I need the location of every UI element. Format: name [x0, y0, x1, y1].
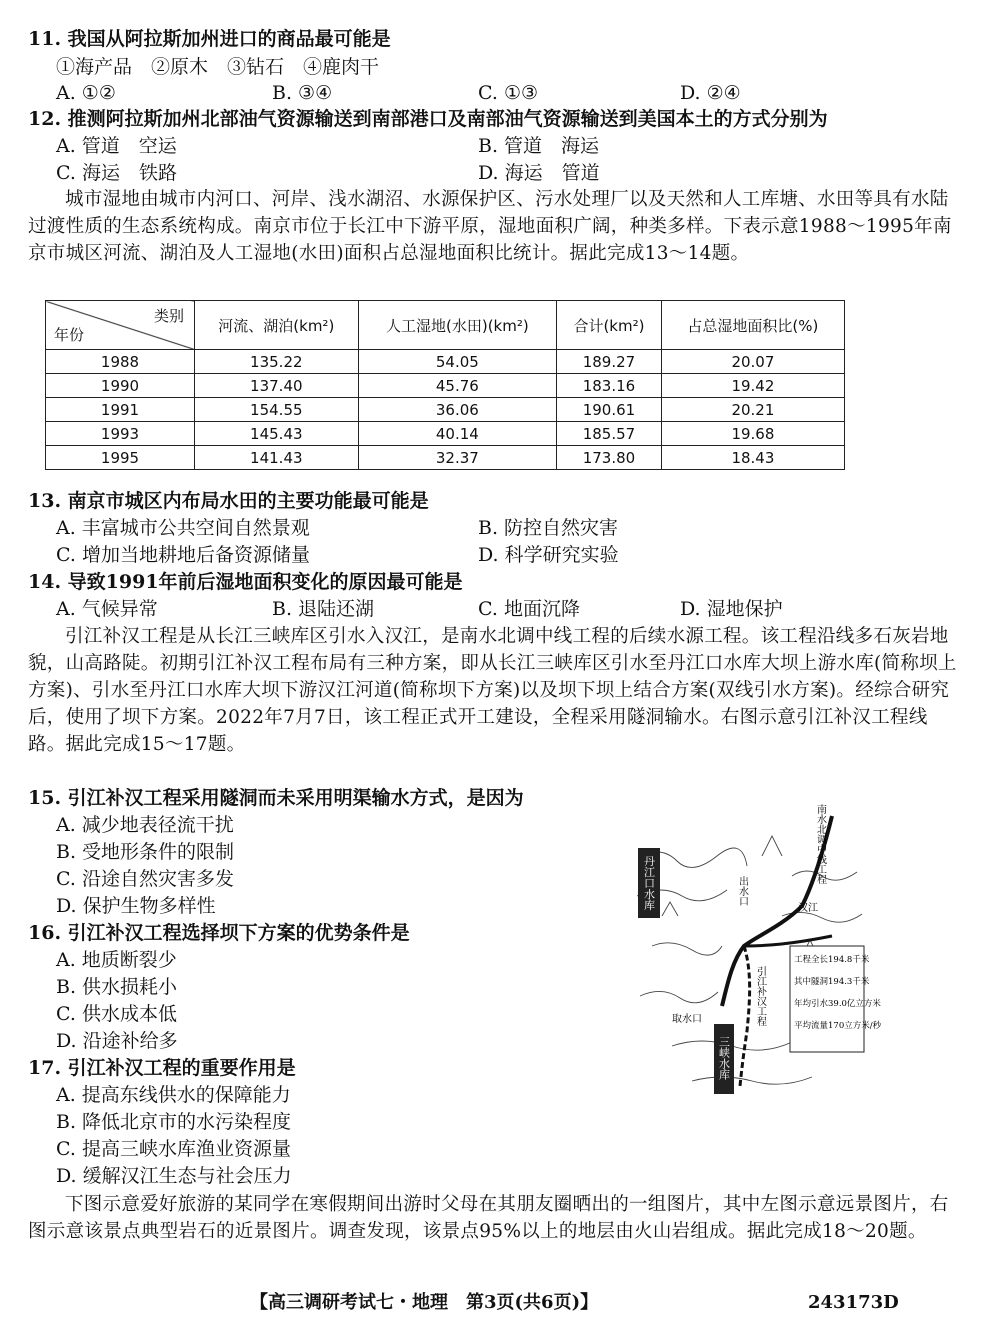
- table-cell: 185.57: [557, 422, 662, 446]
- project-info-line: 其中隧洞194.3千米: [794, 977, 870, 987]
- q11-items: ①海产品 ②原木 ③钻石 ④鹿肉干: [56, 56, 380, 78]
- q13-option-d: D. 科学研究实验: [478, 544, 619, 566]
- table-cell: 154.55: [195, 398, 359, 422]
- project-info-line: 工程全长194.8千米: [794, 955, 870, 965]
- q11-option-b: B. ③④: [272, 82, 333, 104]
- footer-code: 243173D: [808, 1292, 899, 1313]
- outlet-label: 出水口: [736, 876, 748, 906]
- table-cell-year: 1990: [46, 374, 195, 398]
- q15-option-d: D. 保护生物多样性: [56, 895, 216, 917]
- corner-year-label: 年份: [54, 326, 85, 344]
- table-cell: 18.43: [661, 446, 844, 470]
- table-cell: 40.14: [358, 422, 557, 446]
- table-cell: 19.68: [661, 422, 844, 446]
- table-row: [46, 398, 845, 422]
- q14-option-d: D. 湿地保护: [680, 598, 783, 620]
- passage-volcanic: 下图示意爱好旅游的某同学在寒假期间出游时父母在其朋友圈晒出的一组图片，其中左图示意远景图片，右图示意该景点典型岩石的近景图片。调查发现，该景点95%以上的地层由火山岩组成。据此完成18～20题。: [28, 1194, 949, 1242]
- q17-option-c: C. 提高三峡水库渔业资源量: [56, 1138, 291, 1160]
- q17-option-b: B. 降低北京市的水污染程度: [56, 1111, 292, 1133]
- south-north-label: 南水北调中线工程: [814, 804, 826, 884]
- q11-option-a: A. ①②: [56, 82, 116, 104]
- q16-stem: 16. 引江补汉工程选择坝下方案的优势条件是: [28, 922, 410, 944]
- q16-option-c: C. 供水成本低: [56, 1003, 177, 1025]
- danjiangkou-label: 丹江口水库: [642, 855, 656, 911]
- q14-option-a: A. 气候异常: [56, 598, 158, 620]
- footer-title: 【高三调研考试七・地理 第3页(共6页)】: [250, 1292, 599, 1313]
- passage-wetland: 城市湿地由城市内河口、河岸、浅水湖沼、水源保护区、污水处理厂以及天然和人工库塘、水田等具有水陆过渡性质的生态系统构成。南京市位于长江中下游平原，湿地面积广阔，种类多样。下表示意1988～1995年南京市城区河流、湖泊及人工湿地(水田)面积占总湿地面积比统计。据此完成13～14题。: [28, 189, 952, 264]
- q17-stem: 17. 引江补汉工程的重要作用是: [28, 1057, 296, 1079]
- table-cell: 20.21: [661, 398, 844, 422]
- table-cell: 32.37: [358, 446, 557, 470]
- q13-option-b: B. 防控自然灾害: [478, 517, 619, 539]
- project-route-map: [632, 796, 882, 1096]
- table-cell: 135.22: [195, 350, 359, 374]
- q17-option-a: A. 提高东线供水的保障能力: [56, 1084, 291, 1106]
- table-row: [46, 422, 845, 446]
- table-cell: 137.40: [195, 374, 359, 398]
- q16-option-a: A. 地质断裂少: [56, 949, 177, 971]
- table-cell: 54.05: [358, 350, 557, 374]
- q12-option-a: A. 管道 空运: [56, 135, 177, 157]
- table-row: [46, 446, 845, 470]
- project-info-line: 平均流量170立方米/秒: [794, 1021, 882, 1031]
- q15-stem: 15. 引江补汉工程采用隧洞而未采用明渠输水方式，是因为: [28, 787, 524, 809]
- table-cell: 19.42: [661, 374, 844, 398]
- q12-option-c: C. 海运 铁路: [56, 162, 177, 184]
- table-cell: 141.43: [195, 446, 359, 470]
- q14-stem: 14. 导致1991年前后湿地面积变化的原因最可能是: [28, 571, 463, 593]
- table-row: [46, 374, 845, 398]
- q11-stem: 11. 我国从阿拉斯加州进口的商品最可能是: [28, 28, 391, 50]
- q12-stem: 12. 推测阿拉斯加州北部油气资源输送到南部港口及南部油气资源输送到美国本土的方式分别为: [28, 108, 828, 130]
- q13-option-c: C. 增加当地耕地后备资源储量: [56, 544, 310, 566]
- q17-option-d: D. 缓解汉江生态与社会压力: [56, 1165, 292, 1187]
- q15-option-b: B. 受地形条件的限制: [56, 841, 235, 863]
- q13-stem: 13. 南京市城区内布局水田的主要功能最可能是: [28, 490, 429, 512]
- q15-option-a: A. 减少地表径流干扰: [56, 814, 234, 836]
- table-cell-year: 1993: [46, 422, 195, 446]
- column-header: 河流、湖泊(km²): [195, 301, 359, 350]
- q15-option-c: C. 沿途自然灾害多发: [56, 868, 234, 890]
- column-header: 合计(km²): [557, 301, 662, 350]
- table-corner-header: [46, 301, 195, 350]
- passage-water-diversion: 引江补汉工程是从长江三峡库区引水入汉江，是南水北调中线工程的后续水源工程。该工程沿线多石灰岩地貌，山高路陡。初期引江补汉工程布局有三种方案，即从长江三峡库区引水至丹江口水库大坝上游水库(简称坝上方案)、引水至丹江口水库大坝下游汉江河道(简称坝下方案)以及坝下坝上结合方案(双线引水方案)。经综合研究后，使用了坝下方案。2022年7月7日，该工程正式开工建设，全程采用隧洞输水。右图示意引江补汉工程线路。据此完成15～17题。: [28, 626, 957, 755]
- project-info-line: 年均引水39.0亿立方米: [794, 999, 881, 1009]
- table-cell: 20.07: [661, 350, 844, 374]
- three-gorges-label: 三峡水库: [717, 1036, 731, 1080]
- q11-option-d: D. ②④: [680, 82, 741, 104]
- table-cell: 45.76: [358, 374, 557, 398]
- hanjiang-label: 汉江: [798, 903, 818, 914]
- wetland-area-table: [45, 300, 845, 470]
- q14-option-c: C. 地面沉降: [478, 598, 580, 620]
- table-cell: 189.27: [557, 350, 662, 374]
- table-cell-year: 1995: [46, 446, 195, 470]
- corner-category-label: 类别: [153, 307, 184, 325]
- table-cell: 183.16: [557, 374, 662, 398]
- q11-option-c: C. ①③: [478, 82, 539, 104]
- project-label: 引江补汉工程: [754, 966, 766, 1026]
- table-cell-year: 1988: [46, 350, 195, 374]
- table-cell: 36.06: [358, 398, 557, 422]
- q14-option-b: B. 退陆还湖: [272, 598, 375, 620]
- table-cell: 190.61: [557, 398, 662, 422]
- table-cell-year: 1991: [46, 398, 195, 422]
- column-header: 占总湿地面积比(%): [661, 301, 844, 350]
- project-tunnel-line: [740, 946, 750, 1086]
- table-cell: 145.43: [195, 422, 359, 446]
- inlet-label: 取水口: [672, 1014, 702, 1025]
- q16-option-b: B. 供水损耗小: [56, 976, 178, 998]
- q13-option-a: A. 丰富城市公共空间自然景观: [56, 517, 310, 539]
- column-header: 人工湿地(水田)(km²): [358, 301, 557, 350]
- table-cell: 173.80: [557, 446, 662, 470]
- q16-option-d: D. 沿途补给多: [56, 1030, 178, 1052]
- q12-option-d: D. 海运 管道: [478, 162, 600, 184]
- q12-option-b: B. 管道 海运: [478, 135, 600, 157]
- table-row: [46, 350, 845, 374]
